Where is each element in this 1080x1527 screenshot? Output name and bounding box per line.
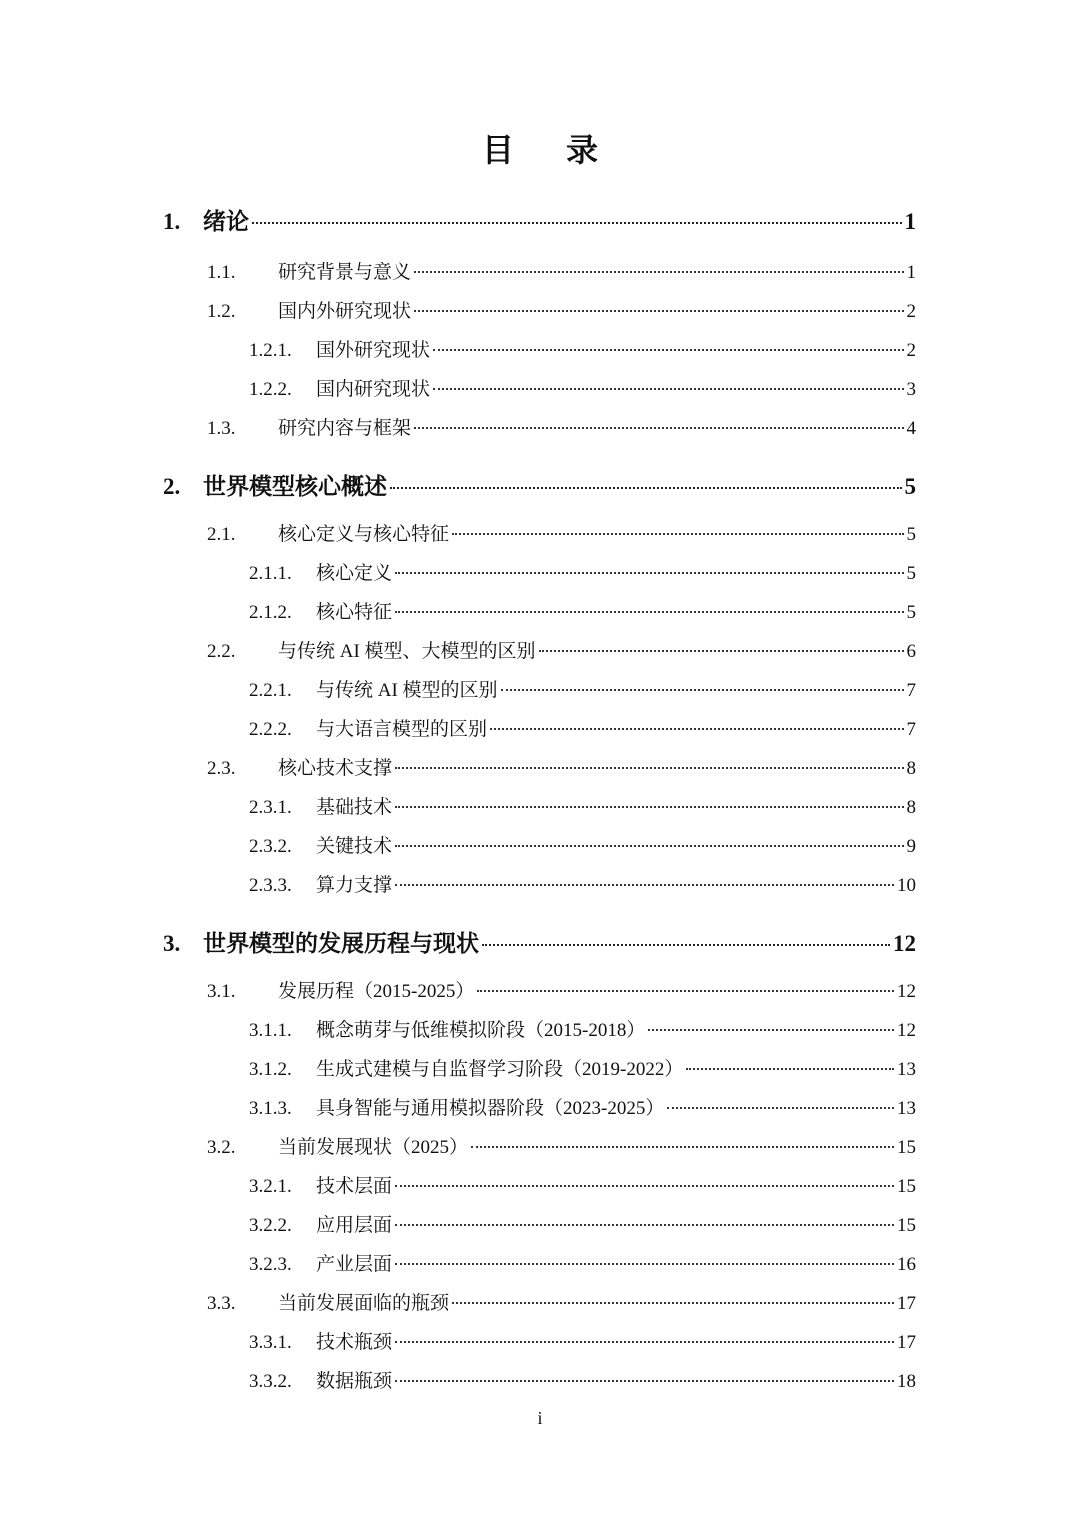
toc-entry-level-2[interactable] [207, 519, 916, 546]
toc-entry-level-2[interactable] [207, 1288, 916, 1315]
toc-entry-level-1[interactable] [163, 468, 916, 501]
toc-entry-title: 核心特征 [316, 602, 393, 623]
toc-entry-page: 6 [906, 641, 916, 662]
toc-entry-number: 2.2. [207, 641, 236, 662]
toc-entry-number: 2.1. [207, 524, 236, 545]
dot-leader [395, 806, 903, 808]
toc-entry-title: 数据瓶颈 [316, 1371, 393, 1392]
dot-leader [395, 1263, 894, 1265]
dot-leader [395, 1185, 894, 1187]
toc-entry-number: 2.3.1. [249, 797, 292, 818]
toc-entry-number: 3.1.1. [249, 1020, 292, 1041]
dot-leader [686, 1068, 894, 1070]
toc-entry-level-3[interactable] [249, 1327, 916, 1354]
toc-entry-level-3[interactable] [249, 374, 916, 401]
toc-entry-level-3[interactable] [249, 1249, 916, 1276]
toc-entry-title: 国内研究现状 [316, 379, 431, 400]
dot-leader [433, 388, 903, 390]
toc-entry-level-2[interactable] [207, 976, 916, 1003]
toc-entry-number: 2. [163, 474, 181, 499]
toc-entry-level-3[interactable] [249, 1015, 916, 1042]
toc-entry-page: 16 [897, 1254, 916, 1275]
toc-entry-title: 国内外研究现状 [278, 301, 412, 322]
toc-entry-level-3[interactable] [249, 675, 916, 702]
toc-entry-title: 算力支撑 [316, 875, 393, 896]
toc-entry-level-3[interactable] [249, 597, 916, 624]
toc-entry-number: 3.3.2. [249, 1371, 292, 1392]
toc-entry-title: 概念萌芽与低维模拟阶段（2015-2018） [316, 1020, 646, 1041]
toc-entry-title: 技术瓶颈 [316, 1332, 393, 1353]
toc-entry-page: 17 [897, 1332, 916, 1353]
toc-entry-title: 研究内容与框架 [278, 418, 412, 439]
dot-leader [452, 533, 903, 535]
toc-entry-title: 与传统 AI 模型的区别 [316, 680, 498, 701]
toc-entry-number: 3.1. [207, 981, 236, 1002]
toc-entry-number: 2.3.3. [249, 875, 292, 896]
toc-entry-title: 国外研究现状 [316, 340, 431, 361]
toc-entry-level-3[interactable] [249, 1054, 916, 1081]
toc-entry-page: 10 [897, 875, 916, 896]
toc-entry-page: 5 [906, 524, 916, 545]
dot-leader [395, 1380, 894, 1382]
dot-leader [482, 944, 890, 946]
toc-entry-number: 3.3.1. [249, 1332, 292, 1353]
toc-entry-page: 2 [906, 301, 916, 322]
toc-entry-level-1[interactable] [163, 203, 916, 236]
dot-leader [395, 611, 903, 613]
dot-leader [395, 1224, 894, 1226]
toc-entry-level-2[interactable] [207, 753, 916, 780]
toc-entry-level-2[interactable] [207, 1132, 916, 1159]
toc-entry-level-2[interactable] [207, 413, 916, 440]
dot-leader [390, 487, 902, 489]
toc-entry-level-3[interactable] [249, 831, 916, 858]
toc-entry-number: 2.2.2. [249, 719, 292, 740]
toc-entry-level-3[interactable] [249, 1171, 916, 1198]
toc-entry-page: 1 [904, 209, 916, 234]
dot-leader [648, 1029, 894, 1031]
toc-entry-level-3[interactable] [249, 870, 916, 897]
toc-entry-page: 4 [906, 418, 916, 439]
toc-entry-page: 12 [893, 931, 916, 956]
dot-leader [395, 572, 903, 574]
toc-entry-title: 应用层面 [316, 1215, 393, 1236]
toc-entry-level-1[interactable] [163, 925, 916, 958]
toc-entry-number: 1.2.1. [249, 340, 292, 361]
toc-entry-page: 12 [897, 981, 916, 1002]
toc-entry-number: 3.1.2. [249, 1059, 292, 1080]
toc-entry-level-3[interactable] [249, 792, 916, 819]
toc-entry-title: 技术层面 [316, 1176, 393, 1197]
toc-entry-number: 2.2.1. [249, 680, 292, 701]
dot-leader [433, 349, 903, 351]
toc-entry-number: 1.1. [207, 262, 236, 283]
dot-leader [414, 310, 903, 312]
toc-entry-title: 核心定义与核心特征 [278, 524, 450, 545]
dot-leader [477, 990, 894, 992]
toc-entry-number: 1.2.2. [249, 379, 292, 400]
toc-entry-page: 2 [906, 340, 916, 361]
toc-entry-title: 具身智能与通用模拟器阶段（2023-2025） [316, 1098, 665, 1119]
toc-entry-page: 13 [897, 1098, 916, 1119]
toc-entry-title: 发展历程（2015-2025） [278, 981, 475, 1002]
toc-entry-number: 1.2. [207, 301, 236, 322]
toc-entry-level-3[interactable] [249, 1210, 916, 1237]
toc-entry-number: 3.2.1. [249, 1176, 292, 1197]
toc-entry-title: 生成式建模与自监督学习阶段（2019-2022） [316, 1059, 684, 1080]
toc-entry-title: 世界模型的发展历程与现状 [203, 931, 479, 956]
toc-entry-number: 3.3. [207, 1293, 236, 1314]
dot-leader [395, 1341, 894, 1343]
toc-entry-number: 3. [163, 931, 181, 956]
toc-entry-level-2[interactable] [207, 257, 916, 284]
dot-leader [395, 884, 894, 886]
toc-entry-title: 产业层面 [316, 1254, 393, 1275]
toc-entry-page: 3 [906, 379, 916, 400]
toc-entry-title: 世界模型核心概述 [203, 474, 387, 499]
toc-entry-number: 1.3. [207, 418, 236, 439]
toc-entry-page: 17 [897, 1293, 916, 1314]
toc-entry-level-3[interactable] [249, 714, 916, 741]
page-number: i [537, 1408, 543, 1428]
toc-entry-page: 7 [906, 680, 916, 701]
toc-entry-page: 15 [897, 1137, 916, 1158]
dot-leader [395, 845, 903, 847]
toc-entry-page: 15 [897, 1215, 916, 1236]
toc-entry-title: 与大语言模型的区别 [316, 719, 488, 740]
toc-entry-level-3[interactable] [249, 335, 916, 362]
toc-entry-page: 8 [906, 797, 916, 818]
toc-entry-title: 绪论 [203, 209, 249, 234]
toc-entry-number: 2.3. [207, 758, 236, 779]
dot-leader [452, 1302, 894, 1304]
toc-entry-level-3[interactable] [249, 1366, 916, 1393]
dot-leader [414, 271, 903, 273]
toc-entry-page: 5 [904, 474, 916, 499]
dot-leader [501, 689, 904, 691]
toc-entry-number: 1. [163, 209, 181, 234]
toc-entry-page: 15 [897, 1176, 916, 1197]
toc-entry-page: 1 [906, 262, 916, 283]
toc-entry-page: 5 [906, 602, 916, 623]
dot-leader [414, 427, 903, 429]
toc-entry-number: 2.1.1. [249, 563, 292, 584]
toc-entry-page: 12 [897, 1020, 916, 1041]
toc-entry-title: 基础技术 [316, 797, 393, 818]
toc-entry-title: 当前发展现状（2025） [278, 1137, 469, 1158]
toc-entry-title: 核心定义 [316, 563, 393, 584]
dot-leader [539, 650, 904, 652]
toc-entry-title: 关键技术 [316, 836, 393, 857]
toc-entry-title: 研究背景与意义 [278, 262, 412, 283]
dot-leader [471, 1146, 894, 1148]
dot-leader [252, 222, 902, 224]
toc-entry-title: 当前发展面临的瓶颈 [278, 1293, 450, 1314]
toc-entry-level-2[interactable] [207, 296, 916, 323]
toc-entry-number: 3.2. [207, 1137, 236, 1158]
toc-entry-title: 与传统 AI 模型、大模型的区别 [278, 641, 536, 662]
dot-leader [490, 728, 903, 730]
toc-entry-page: 8 [906, 758, 916, 779]
toc-entry-number: 3.2.2. [249, 1215, 292, 1236]
toc-entry-title: 核心技术支撑 [278, 758, 393, 779]
page-title: 目 录 [481, 132, 620, 168]
toc-entry-number: 2.1.2. [249, 602, 292, 623]
toc-entry-page: 18 [897, 1371, 916, 1392]
toc-entry-page: 13 [897, 1059, 916, 1080]
toc-entry-number: 3.1.3. [249, 1098, 292, 1119]
toc-entry-level-2[interactable] [207, 636, 916, 663]
toc-entry-number: 2.3.2. [249, 836, 292, 857]
toc-entry-page: 5 [906, 563, 916, 584]
toc-entry-level-3[interactable] [249, 1093, 916, 1120]
toc-entry-level-3[interactable] [249, 558, 916, 585]
dot-leader [395, 767, 903, 769]
dot-leader [667, 1107, 894, 1109]
toc-entry-page: 7 [906, 719, 916, 740]
toc-entry-page: 9 [906, 836, 916, 857]
toc-entry-number: 3.2.3. [249, 1254, 292, 1275]
